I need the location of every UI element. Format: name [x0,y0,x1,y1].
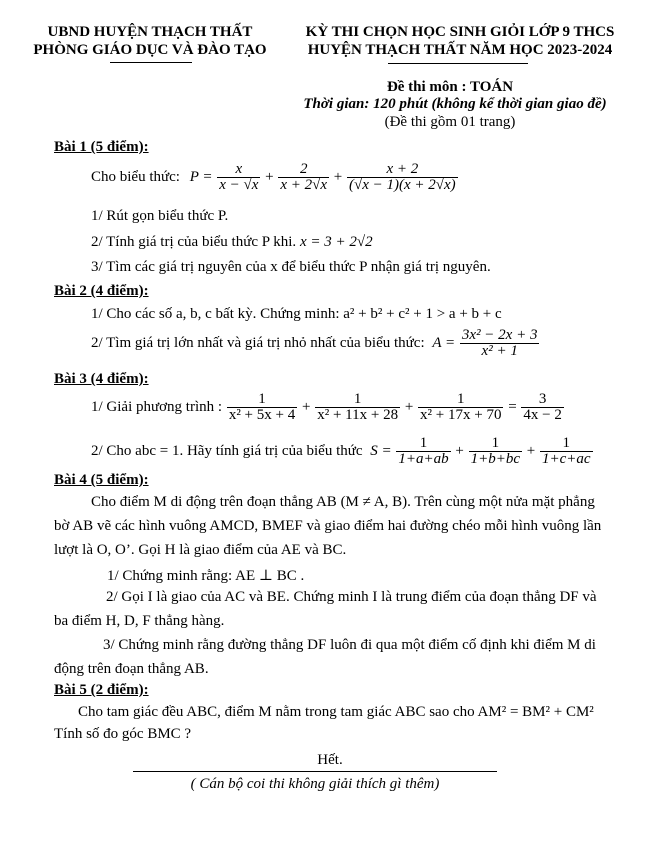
header-left-line2: PHÒNG GIÁO DỤC VÀ ĐÀO TẠO [33,42,267,58]
bai3-frac2: $\frac{1}{\text{x² + 11x + 28}}$ [317,391,399,423]
bai3-frac4: $\frac{3}{4x - 2}$ [523,391,562,423]
bai5-p2: Tính số đo góc BMC ? [54,726,192,742]
bai5-title: Bài 5 (2 điểm): [54,682,149,698]
bai1-q2-expr: x = 3 + 2√2 [299,234,373,250]
header-left-line1: UBND HUYỆN THẠCH THẤT [47,24,253,40]
bai1-intro: Cho biểu thức: [91,168,180,185]
bai1-expression: Cho biểu thức: P = $\frac{x}{x - √x}$ + $\frac{2}{x + 2√x}$ + $\frac{x + 2}{(√x - 1)(x + 2√x)}$ [91,161,456,193]
footer-rule [133,771,497,772]
bai2-q2: 2/ Tìm giá trị lớn nhất và giá trị nhỏ nhất của biểu thức: A = $\frac{\text{3x² − 2x + 3}}{\text{x² + 1}}$ [91,327,538,359]
bai3-frac1: $\frac{1}{\text{x² + 5x + 4}}$ [228,391,296,423]
header-right-line1: KỲ THI CHỌN HỌC SINH GIỎI LỚP 9 THCS [305,24,615,40]
bai2-frac: $\frac{\text{3x² − 2x + 3}}{\text{x² + 1}}$ [461,327,538,359]
bai2-q1: 1/ Cho các số a, b, c bất kỳ. Chứng minh: a² + b² + c² + 1 > a + b + c [91,306,502,322]
exam-time: Thời gian: 120 phút (không kể thời gian giao đề) [303,96,607,112]
bai2-title: Bài 2 (4 điểm): [54,283,149,299]
bai3-q1: 1/ Giải phương trình : $\frac{1}{\text{x² + 5x + 4}}$ + $\frac{1}{\text{x² + 11x + 28}}$ + $\frac{1}{\text{x² + 17x + 70}}$ = $\frac{3}{4x - 2}$ [91,391,562,423]
bai1-title: Bài 1 (5 điểm): [54,139,149,155]
header-right-line2: HUYỆN THẠCH THẤT NĂM HỌC 2023-2024 [307,42,613,58]
bai1-p: P = [189,168,213,185]
footer-note: ( Cán bộ coi thi không giải thích gì thêm) [190,776,440,792]
bai1-q1: 1/ Rút gọn biểu thức P. [91,208,229,224]
end-mark: Hết. [317,752,343,768]
exam-pages: (Đề thi gồm 01 trang) [384,114,516,130]
bai3-q2: 2/ Cho abc = 1. Hãy tính giá trị của biểu thức S = $\frac{1}{1+a+ab}$ + $\frac{1}{1+b+bc}$ + $\frac{1}{1+c+ac}$ [91,435,591,467]
header-right-underline [388,63,528,64]
bai3-s-frac1: $\frac{1}{1+a+ab}$ [398,435,449,467]
bai3-frac3: $\frac{1}{\text{x² + 17x + 70}}$ [420,391,502,423]
bai1-q2: 2/ Tính giá trị của biểu thức P khi. x = 3 + 2√2 [91,234,373,250]
bai2-q1-expr: a² + b² + c² + 1 > a + b + c [343,306,502,322]
bai1-frac2: $\frac{2}{x + 2√x}$ [280,161,328,193]
bai5-p1: Cho tam giác đều ABC, điểm M nằm trong tam giác ABC sao cho AM² = BM² + CM² [78,704,594,720]
header-left-underline [110,62,192,63]
bai4-title: Bài 4 (5 điểm): [54,472,149,488]
bai1-frac3: $\frac{x + 2}{(√x - 1)(x + 2√x)}$ [349,161,456,193]
bai3-s-frac2: $\frac{1}{1+b+bc}$ [470,435,521,467]
exam-subject: Đề thi môn : TOÁN [386,79,514,95]
bai4-q1: 1/ Chứng minh rằng: AE ⊥ BC . [107,568,305,584]
bai4-q2: 2/ Gọi I là giao của AC và BE. Chứng minh I là trung điểm của đoạn thẳng DF và ba điểm H, D, F thẳng hàng. [54,589,597,629]
bai4-q3: 3/ Chứng minh rằng đường thẳng DF luôn đi qua một điểm cố định khi điểm M di động trên đoạn thẳng AB. [54,637,596,677]
bai1-frac1: $\frac{x}{x - √x}$ [219,161,259,193]
bai4-paragraph: Cho điểm M di động trên đoạn thẳng AB (M ≠ A, B). Trên cùng một nửa mặt phẳng bờ AB vẽ các hình vuông AMCD, BMEF và giao điểm hai đường chéo mỗi hình vuông lần lượt là O, O’. Gọi H là giao điểm của AE và BC. [54,494,602,558]
bai3-title: Bài 3 (4 điểm): [54,371,149,387]
bai1-q3: 3/ Tìm các giá trị nguyên của x để biểu thức P nhận giá trị nguyên. [91,259,491,275]
bai3-s-frac3: $\frac{1}{1+c+ac}$ [542,435,591,467]
